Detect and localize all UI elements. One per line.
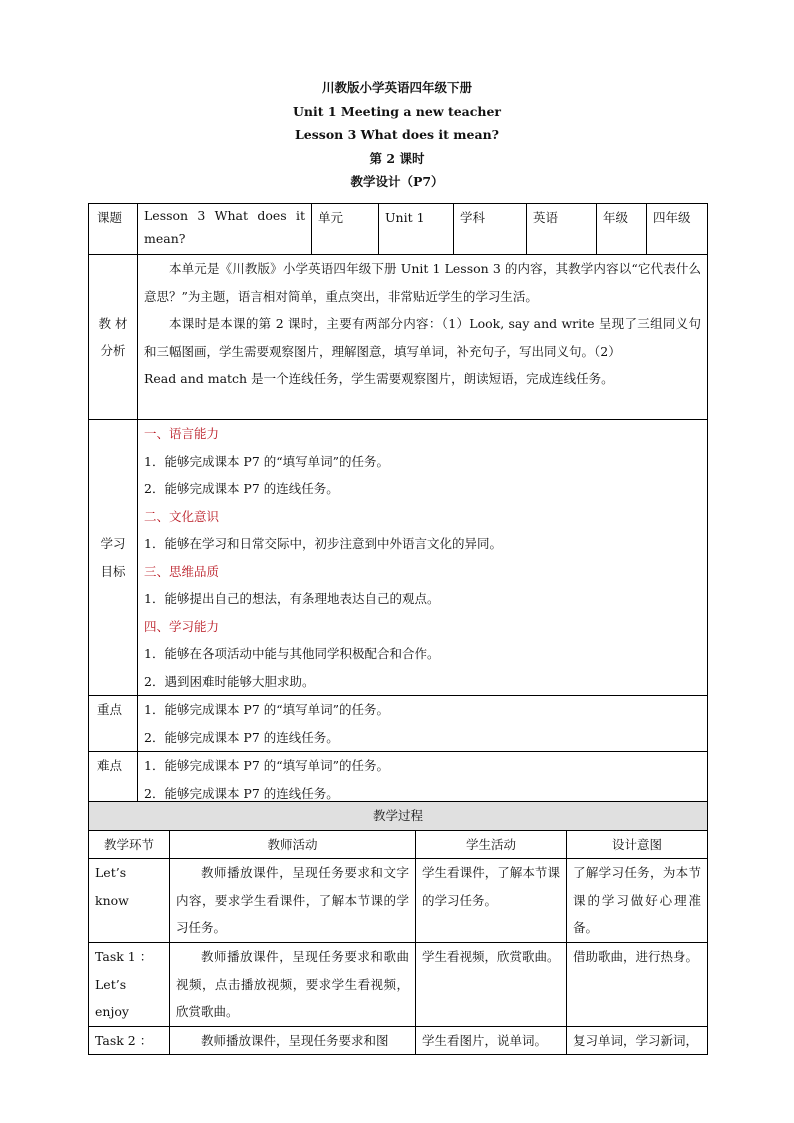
analysis-content bbox=[138, 255, 708, 420]
grade-label: 年级 bbox=[597, 204, 647, 255]
goals-label-cell bbox=[89, 420, 138, 696]
design-intent-cell: 复习单词，学习新词， bbox=[567, 1026, 708, 1055]
goal-item: 1．能够在学习和日常交际中，初步注意到中外语言文化的异同。 bbox=[144, 536, 502, 551]
title-design: 教学设计（P7） bbox=[350, 174, 444, 189]
student-activity-cell: 学生看图片，说单词。 bbox=[416, 1026, 567, 1055]
grade-value: 四年级 bbox=[647, 204, 708, 255]
title-book: 川教版小学英语四年级下册 bbox=[321, 80, 472, 95]
teacher-activity-cell: 教师播放课件，呈现任务要求和歌曲视频，点击播放视频，要求学生看视频，欣赏歌曲。 bbox=[170, 943, 416, 1027]
process-row bbox=[89, 859, 708, 943]
goal-heading-learning: 四、学习能力 bbox=[144, 618, 220, 634]
column-header-stage: 教学环节 bbox=[89, 830, 170, 859]
topic-value: Lesson 3 What does it mean? bbox=[138, 204, 312, 255]
title-period: 第 2 课时 bbox=[369, 150, 425, 166]
goals-row bbox=[89, 420, 708, 696]
difficulty-item: 2．能够完成课本 P7 的连线任务。 bbox=[144, 785, 339, 801]
analysis-paragraph-1: 本单元是《川教版》小学英语四年级下册 Unit 1 Lesson 3 的内容，其教学内容以“它代表什么意思？”为主题，语言相对简单，重点突出，非常贴近学生的学习生活。 bbox=[144, 261, 701, 304]
subject-label: 学科 bbox=[454, 204, 527, 255]
process-row bbox=[89, 1026, 708, 1055]
process-title-row bbox=[89, 802, 708, 831]
analysis-label-cell bbox=[89, 255, 138, 420]
goals-label-a: 学习 bbox=[100, 536, 126, 551]
key-points-label: 重点 bbox=[89, 696, 138, 752]
goal-item: 1．能够在各项活动中能与其他同学积极配合和合作。 bbox=[144, 646, 440, 661]
process-header-row bbox=[89, 830, 708, 859]
goals-label-b: 目标 bbox=[100, 563, 126, 579]
column-header-student: 学生活动 bbox=[416, 830, 567, 859]
goal-item: 2．遇到困难时能够大胆求助。 bbox=[144, 673, 315, 689]
lesson-info-table bbox=[88, 203, 708, 808]
column-header-teacher: 教师活动 bbox=[170, 830, 416, 859]
stage-cell: Task 1 ：Let’s enjoy bbox=[89, 943, 170, 1027]
student-activity-cell: 学生看课件，了解本节课的学习任务。 bbox=[416, 859, 567, 943]
goal-item: 1．能够提出自己的想法，有条理地表达自己的观点。 bbox=[144, 591, 440, 606]
analysis-label-b: 分析 bbox=[100, 343, 126, 358]
key-points-row bbox=[89, 696, 708, 752]
goal-item: 2．能够完成课本 P7 的连线任务。 bbox=[144, 481, 339, 496]
unit-label: 单元 bbox=[312, 204, 379, 255]
process-row bbox=[89, 943, 708, 1027]
analysis-paragraph-2: 本课时是本课的第 2 课时，主要有两部分内容：（1）Look, say and write 呈现了三组同义句和三幅图画，学生需要观察图片，理解图意，填写单词，补充句子，写出同义句。（2） bbox=[144, 316, 701, 359]
goal-item: 1．能够完成课本 P7 的“填写单词”的任务。 bbox=[144, 453, 390, 469]
key-point-item: 1．能够完成课本 P7 的“填写单词”的任务。 bbox=[144, 702, 390, 717]
difficulty-item: 1．能够完成课本 P7 的“填写单词”的任务。 bbox=[144, 758, 390, 773]
stage-cell: Let’s know bbox=[89, 859, 170, 943]
analysis-row bbox=[89, 255, 708, 420]
key-point-item: 2．能够完成课本 P7 的连线任务。 bbox=[144, 729, 339, 745]
difficulties-content bbox=[138, 752, 708, 808]
design-intent-cell: 了解学习任务，为本节课的学习做好心理准备。 bbox=[567, 859, 708, 943]
column-header-intent: 设计意图 bbox=[567, 830, 708, 859]
goal-heading-language: 一、语言能力 bbox=[144, 426, 220, 441]
teacher-activity-cell: 教师播放课件，呈现任务要求和文字内容，要求学生看课件，了解本节课的学习任务。 bbox=[170, 859, 416, 943]
analysis-label-a: 教 材 bbox=[98, 315, 128, 331]
unit-value: Unit 1 bbox=[379, 204, 454, 255]
difficulties-label: 难点 bbox=[89, 752, 138, 808]
design-intent-cell: 借助歌曲，进行热身。 bbox=[567, 943, 708, 1027]
student-activity-cell: 学生看视频，欣赏歌曲。 bbox=[416, 943, 567, 1027]
goal-heading-culture: 二、文化意识 bbox=[144, 508, 220, 524]
stage-cell: Task 2 ： bbox=[89, 1026, 170, 1055]
title-unit: Unit 1 Meeting a new teacher bbox=[292, 103, 502, 119]
topic-label: 课题 bbox=[89, 204, 138, 255]
difficulties-row bbox=[89, 752, 708, 808]
goals-content bbox=[138, 420, 708, 696]
info-row bbox=[89, 204, 708, 255]
analysis-paragraph-3: Read and match 是一个连线任务，学生需要观察图片，朗读短语，完成连线任务。 bbox=[144, 371, 614, 386]
subject-value: 英语 bbox=[527, 204, 597, 255]
teacher-activity-cell: 教师播放课件，呈现任务要求和图 bbox=[170, 1026, 416, 1055]
title-lesson: Lesson 3 What does it mean? bbox=[295, 127, 499, 142]
process-title: 教学过程 bbox=[89, 802, 708, 831]
goal-heading-thinking: 三、思维品质 bbox=[144, 563, 220, 579]
key-points-content bbox=[138, 696, 708, 752]
document-title-block bbox=[0, 76, 794, 194]
teaching-process-table bbox=[88, 801, 708, 1055]
